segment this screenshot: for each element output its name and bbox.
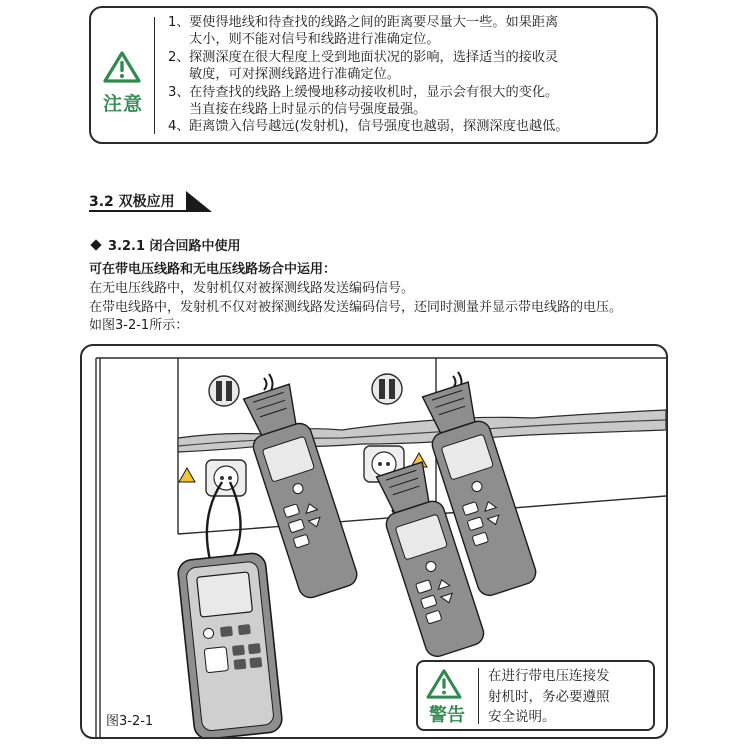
notice-item-line: 太小，则不能对信号和线路进行准确定位。 bbox=[189, 32, 440, 48]
notice-item bbox=[168, 118, 654, 135]
notice-item-line: 探测深度在很大程度上受到地面状况的影响，选择适当的接收灵 bbox=[189, 49, 559, 65]
notice-divider bbox=[154, 17, 155, 134]
notice-item-line: 当直接在线路上时显示的信号强度最强。 bbox=[189, 102, 427, 118]
warning-line: 射机时，务必要遵照 bbox=[488, 688, 610, 705]
warning-triangle-icon bbox=[425, 668, 463, 700]
warning-label: 警告 bbox=[429, 705, 465, 726]
warning-text bbox=[488, 666, 648, 728]
notice-box bbox=[89, 6, 658, 144]
notice-item bbox=[168, 49, 654, 84]
notice-list bbox=[168, 14, 654, 136]
notice-item-line: 要使得地线和待查找的线路之间的距离要尽量大一些。如果距离 bbox=[189, 15, 559, 30]
warning-line: 安全说明。 bbox=[488, 709, 556, 725]
section-underline bbox=[89, 210, 189, 212]
notice-item-line: 距离馈入信号越远(发射机)，信号强度也越弱，探测深度也越低。 bbox=[189, 119, 569, 135]
transmitter-device bbox=[177, 552, 283, 737]
section-flag-icon bbox=[186, 189, 212, 212]
warning-box bbox=[416, 660, 655, 731]
notice-label: 注意 bbox=[102, 93, 143, 115]
wall-socket-left bbox=[179, 460, 246, 496]
notice-item-line: 在待查找的线路上缓慢地移动接收机时，显示会有很大的变化。 bbox=[189, 84, 559, 100]
notice-item bbox=[168, 84, 654, 119]
figure-frame bbox=[80, 344, 668, 739]
warning-line: 在进行带电压连接发 bbox=[488, 668, 610, 684]
body-text bbox=[89, 261, 709, 336]
wall-cable-channel bbox=[178, 410, 666, 452]
subsection-heading bbox=[89, 235, 241, 254]
section-heading bbox=[89, 189, 249, 215]
body-line: 可在带电压线路和无电压线路场合中运用： bbox=[89, 262, 337, 277]
warning-triangle-icon bbox=[102, 50, 142, 84]
notice-item bbox=[168, 14, 654, 49]
notice-item-number: 2、 bbox=[168, 49, 190, 65]
notice-badge bbox=[91, 8, 153, 142]
diamond-bullet-icon bbox=[90, 239, 101, 250]
wall-switch-left bbox=[209, 376, 239, 406]
figure-caption: 图3-2-1 bbox=[106, 714, 154, 729]
notice-item-number: 3、 bbox=[168, 84, 190, 100]
subsection-title: 3.2.1 闭合回路中使用 bbox=[108, 239, 241, 254]
section-title: 3.2 双极应用 bbox=[89, 194, 175, 210]
body-line: 在带电线路中，发射机不仅对被探测线路发送编码信号，还同时测量并显示带电线路的电压。 bbox=[89, 299, 623, 315]
body-line: 在无电压线路中，发射机仅对被探测线路发送编码信号。 bbox=[89, 280, 415, 296]
wall-switch-right bbox=[372, 374, 402, 404]
notice-item-number: 4、 bbox=[168, 119, 190, 135]
notice-item-line: 敏度，可对探测线路进行准确定位。 bbox=[189, 67, 400, 83]
body-line: 如图3-2-1所示： bbox=[89, 318, 189, 334]
notice-item-number: 1、 bbox=[168, 15, 190, 30]
warning-divider bbox=[478, 668, 479, 724]
